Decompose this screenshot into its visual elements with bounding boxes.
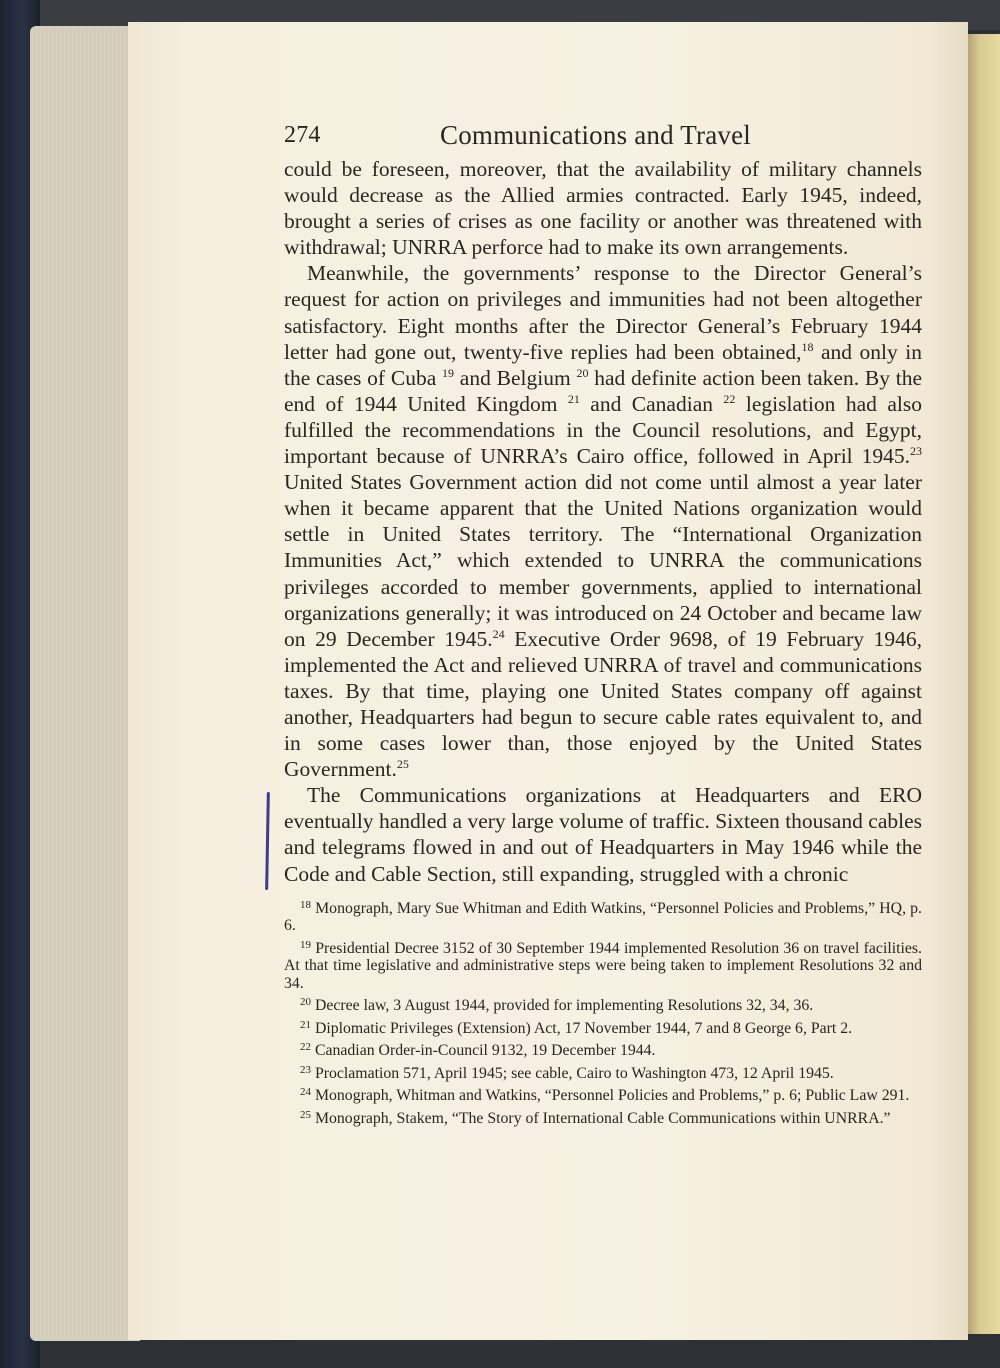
text-run: and Belgium xyxy=(454,365,577,390)
footnote-number: 18 xyxy=(300,898,311,911)
paragraph-1: could be foreseen, moreover, that the availability of military channels would decrease as the Allied armies contracted. Early 1945, indeed, brought a series of crises as one facility or another was threatened with withdrawal; UNRRA perforce had to make its own arrangements. xyxy=(284,157,922,260)
footnotes xyxy=(284,900,922,1128)
footnote-text: Presidential Decree 3152 of 30 September 1944 implemented Resolution 36 on travel facilities. At that time legislative and administrative steps were being taken to implement Resolutions 32 and 34. xyxy=(284,939,922,992)
footnote-text: Monograph, Stakem, “The Story of International Cable Communications within UNRRA.” xyxy=(314,1109,891,1127)
text-run: legislation had also fulfilled the recommendations in the Council resolutions, and Egypt, important because of UNRRA’s Cairo office, followed in April 1945. xyxy=(284,391,922,469)
footnote-number: 24 xyxy=(300,1086,311,1099)
text-run: Executive Order 9698, of 19 February 1946, implemented the Act and relieved UNRRA of travel and communications taxes. By that time, playing one United States company off against another, Headquarters had begun to secure cable rates equivalent to, and in some cases lower than, those enjoyed by the United States Government. xyxy=(284,626,922,782)
footnote-ref-21: 21 xyxy=(567,391,580,406)
footnote-text: Monograph, Mary Sue Whitman and Edith Watkins, “Personnel Policies and Problems,” HQ, p. 6. xyxy=(284,899,922,935)
footnote-text: Decree law, 3 August 1944, provided for implementing Resolutions 32, 34, 36. xyxy=(314,997,814,1015)
footnote-number: 23 xyxy=(300,1063,311,1076)
paragraph-2 xyxy=(284,260,922,782)
footnote-text: Monograph, Whitman and Watkins, “Personnel Policies and Problems,” p. 6; Public Law 291. xyxy=(314,1087,910,1105)
paragraph-3: The Communications organizations at Headquarters and ERO eventually handled a very large volume of traffic. Sixteen thousand cables and telegrams flowed in and out of Headquarters in May 1946 while the Code and Cable Section, still expanding, struggled with a chronic xyxy=(284,783,922,886)
footnote-ref-19: 19 xyxy=(442,365,455,380)
facing-page-edge xyxy=(965,34,1000,1334)
footnote-ref-25: 25 xyxy=(396,757,409,772)
footnote xyxy=(284,997,922,1015)
page-edges xyxy=(30,26,140,1341)
footnote-ref-18: 18 xyxy=(801,339,814,354)
footnote xyxy=(284,1110,922,1128)
footnote-text: Diplomatic Privileges (Extension) Act, 17 November 1944, 7 and 8 George 6, Part 2. xyxy=(314,1019,853,1037)
text-run: and Canadian xyxy=(579,391,724,416)
text-run: had definite action been taken. By the end of 1944 United Kingdom xyxy=(284,365,922,416)
footnote-number: 20 xyxy=(300,996,311,1009)
text-run: United States Government action did not come until almost a year later when it became apparent that the United Nations organization would settle in United States territory. The “International Organization Immunities Act,” which extended to UNRRA the communications privileges accorded to member governments, applied to international organizations generally; it was introduced on 24 October and became law on 29 December 1945. xyxy=(284,470,922,651)
footnote xyxy=(284,1065,922,1083)
footnote xyxy=(284,900,922,935)
footnote-ref-20: 20 xyxy=(576,365,589,380)
running-title: Communications and Travel xyxy=(440,120,751,150)
text-run: and only in the cases of Cuba xyxy=(284,339,922,390)
footnote-text: Proclamation 571, April 1945; see cable, Cairo to Washington 473, 12 April 1945. xyxy=(314,1064,834,1082)
footnote-number: 25 xyxy=(300,1108,311,1121)
page-number: 274 xyxy=(284,122,321,148)
running-header xyxy=(284,118,922,154)
page-content xyxy=(284,118,922,1132)
footnote-ref-23: 23 xyxy=(910,444,922,459)
footnote-number: 21 xyxy=(300,1018,311,1031)
footnote xyxy=(284,1042,922,1060)
footnote-text: Canadian Order-in-Council 9132, 19 December 1944. xyxy=(314,1042,656,1060)
footnote-number: 19 xyxy=(300,938,311,951)
text-run: Meanwhile, the governments’ response to the Director General’s request for action on privileges and immunities had not been altogether satisfactory. Eight months after the Director General’s February 1944 letter had gone out, twenty-five replies had been obtained, xyxy=(284,261,922,364)
footnote xyxy=(284,1087,922,1105)
footnote-ref-24: 24 xyxy=(492,626,505,641)
body-text xyxy=(284,156,922,887)
footnote-ref-22: 22 xyxy=(723,391,736,406)
footnote xyxy=(284,940,922,993)
footnote-number: 22 xyxy=(300,1041,311,1054)
footnote xyxy=(284,1020,922,1038)
